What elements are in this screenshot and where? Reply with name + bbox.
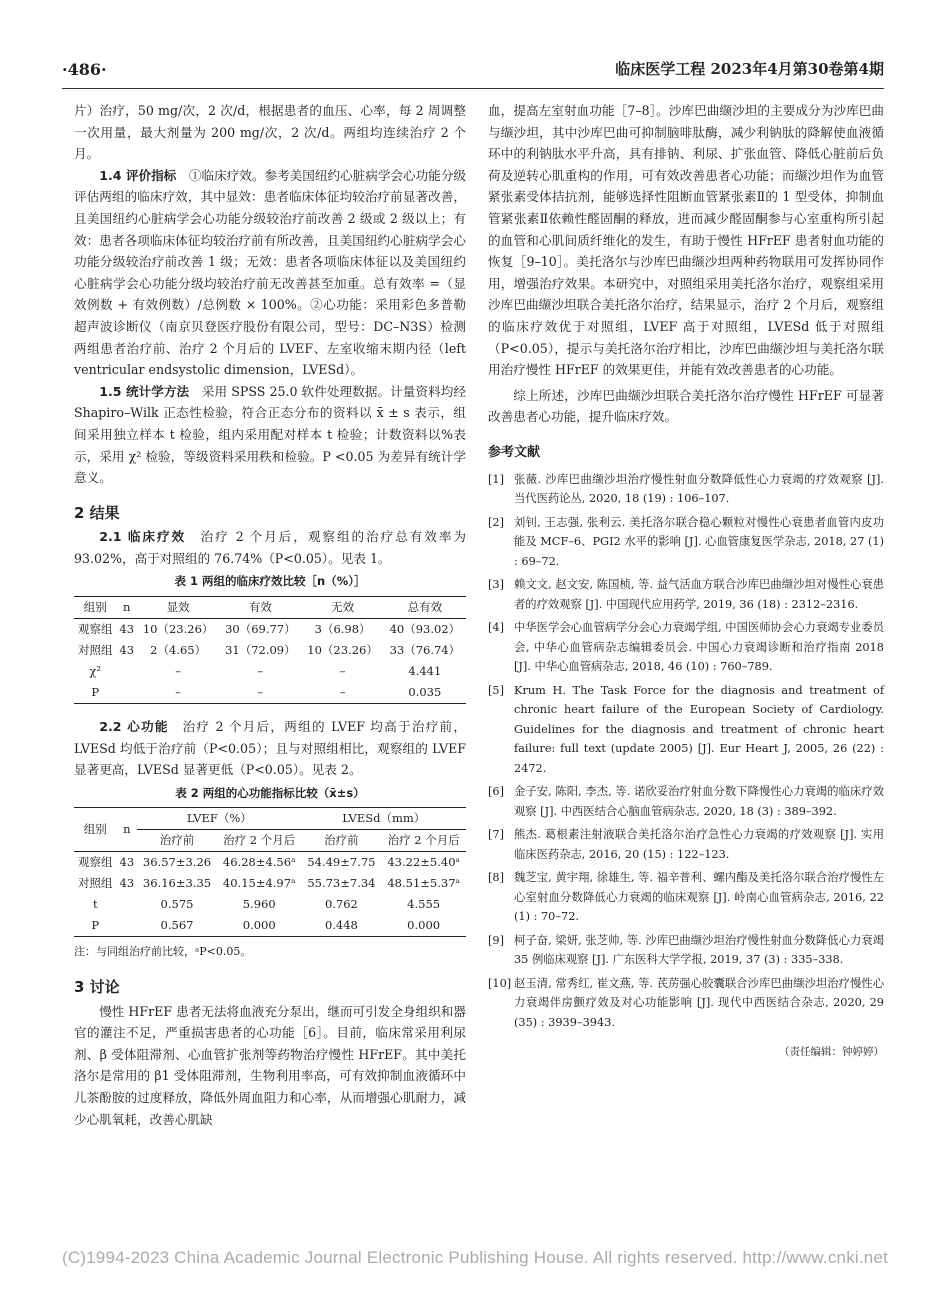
table-cell: 对照组 — [78, 876, 113, 891]
table-1-header — [74, 597, 466, 619]
table-cell: 4.441 — [408, 664, 442, 679]
table-cell: 36.57±3.26 — [142, 855, 212, 870]
table-row — [74, 661, 466, 682]
reference-text: 金子安, 陈阳, 李杰, 等. 诺欣妥治疗射血分数下降慢性心力衰竭的临床疗效观察 [J]. 中西医结合心脑血管病杂志, 2020, 18 (3) : 389–392. — [514, 785, 884, 818]
table-1-header-cell: 有效 — [219, 597, 301, 619]
table-cell: 2（4.65） — [150, 643, 207, 658]
reference-number: [7] — [488, 828, 505, 841]
table-cell: 5.960 — [242, 897, 276, 912]
discussion-paragraph: 慢性 HFrEF 患者无法将血液充分泵出，继而可引发全身组织和器官的灌注不足，严重损害患者的心功能［6］。目前，临床常采用利尿剂、β 受体阻滞剂、心血管扩张剂等药物治疗慢性 HFrEF。其中美托洛尔是常用的 β1 受体阻滞剂，生物利用率高，可有效抑制血液循环中儿茶酚胺的过度释放，降低外周血阻力和心率，从而增强心肌耐力，减少心肌氧耗，改善心肌缺 — [74, 1003, 466, 1127]
table-cell: 0.575 — [160, 897, 194, 912]
table-cell — [117, 915, 138, 937]
table-cell: – — [175, 664, 181, 679]
editor-credit: （责任编辑：钟婷婷） — [779, 1046, 884, 1058]
table-cell: 43 — [119, 643, 135, 658]
table-2-subheader-cell: 治疗 2 个月后 — [217, 830, 302, 852]
table-2-note: 注：与同组治疗前比较，ᵃP<0.05。 — [74, 945, 252, 959]
table-cell: 31（72.09） — [225, 643, 296, 658]
table-cell: 55.73±7.34 — [307, 876, 376, 891]
table-cell: 10（23.26） — [307, 643, 378, 658]
right-column — [488, 100, 884, 1064]
table-2-lvesd-header: LVESd（mm） — [302, 808, 466, 830]
table-2-subheader-cell: 治疗前 — [137, 830, 217, 852]
table-1-header-cell: n — [116, 597, 137, 619]
reference-text: 刘钊, 王志强, 张利云. 美托洛尔联合稳心颗粒对慢性心衰患者血管内皮功能及 MCF–6、PGI2 水平的影响 [J]. 心血管康复医学杂志, 2018, 27 (1) : 69–72. — [514, 515, 884, 568]
reference-text: 赵玉清, 常秀红, 崔文燕, 等. 芪苈强心胶囊联合沙库巴曲缬沙坦治疗慢性心力衰竭伴房颤疗效及对心功能影响 [J]. 现代中西医结合杂志, 2020, 29 (35) : 3939–3943. — [514, 976, 884, 1029]
table-cell: 43.22±5.40ᵃ — [387, 855, 460, 870]
table-cell: – — [257, 664, 264, 679]
table-cell: 观察组 — [77, 622, 113, 637]
table-cell: 33（76.74） — [389, 643, 461, 658]
reference-text: 魏芝宝, 黄宇翔, 徐雄生, 等. 福辛普利、螺内酯及美托洛尔联合治疗慢性左心室射血分数降低心力衰竭的临床观察 [J]. 岭南心血管病杂志, 2016, 22 (1) : 70–72. — [514, 871, 884, 923]
reference-item — [488, 974, 884, 1033]
table-row — [74, 915, 466, 937]
section-2-heading: 2 结果 — [74, 503, 120, 522]
table-cell: 48.51±5.37ᵃ — [387, 876, 460, 891]
table-cell: 43 — [119, 855, 135, 870]
copyright-footer: (C)1994-2023 China Academic Journal Electronic Publishing House. All rights reserved. http://www.cnki.net — [61, 1248, 889, 1267]
reference-item — [488, 618, 884, 677]
discussion-continued: 血，提高左室射血功能［7–8］。沙库巴曲缬沙坦的主要成分为沙库巴曲与缬沙坦，其中沙库巴曲可抑制脑啡肽酶，减少利钠肽的降解使血液循环中的利钠肽水平升高，具有排钠、利尿、扩张血管、降低心脏前后负荷及逆转心肌重构的作用，可有效改善患者心功能；而缬沙坦作为血管紧张素受体拮抗剂，能够选择性阻断血管紧张素Ⅱ的 1 型受体，抑制血管紧张素Ⅱ依赖性醛固酮的释放，进而减少醛固酮参与心室重构所引起的血管和心肌间质纤维化的发生，有助于慢性 HFrEF 患者射血功能的恢复［9–10］。美托洛尔与沙库巴曲缬沙坦两种药物联用可发挥协同作用，增强治疗效果。本研究中，对照组采用美托洛尔治疗，观察组采用沙库巴曲缬沙坦联合美托洛尔治疗，结果显示，治疗 2 个月后，观察组的临床疗效优于对照组，LVEF 高于对照组，LVESd 低于对照组（P<0.05），提示与美托洛尔治疗相比，沙库巴曲缬沙坦与美托洛尔联用治疗慢性 HFrEF 的效果更佳，并能有效改善患者的心功能。 — [488, 103, 884, 378]
heading-1-4: 1.4 评价指标 — [99, 167, 177, 183]
table-row — [74, 852, 466, 874]
reference-number: [8] — [488, 871, 505, 884]
reference-number: [1] — [488, 472, 505, 486]
table-2-subheader-cell: 治疗 2 个月后 — [381, 830, 466, 852]
table-cell: 36.16±3.35 — [142, 876, 212, 891]
table-row — [74, 640, 466, 661]
table-cell: 对照组 — [77, 643, 113, 658]
table-cell: 0.448 — [302, 915, 382, 937]
table-2-caption: 表 2 两组的心功能指标比较（x̄±s） — [175, 785, 365, 800]
reference-number: [6] — [488, 785, 505, 798]
table-cell: – — [137, 682, 219, 704]
section-2-1 — [74, 526, 466, 569]
text-2-2: 治疗 2 个月后，两组的 LVEF 均高于治疗前，LVESd 均低于治疗前（P<0.05）；且与对照组相比，观察组的 LVEF 显著更高，LVESd 显著更低（P<0.05）。见表 2。 — [74, 719, 466, 778]
table-cell: 43 — [119, 622, 135, 637]
table-cell: – — [219, 682, 301, 704]
reference-item — [488, 470, 884, 509]
table-1-header-cell: 总有效 — [384, 597, 466, 619]
table-2-header — [74, 808, 466, 830]
reference-number: [5] — [488, 683, 505, 697]
table-cell: 40.15±4.97ᵃ — [222, 876, 296, 891]
table-cell: 30（69.77） — [225, 622, 296, 637]
table-cell: – — [339, 664, 346, 679]
table-cell: 观察组 — [78, 855, 113, 870]
table-row — [74, 873, 466, 894]
table-cell — [116, 682, 137, 704]
table-cell: 10（23.26） — [142, 622, 214, 637]
section-2-2 — [74, 716, 466, 781]
table-cell: P — [74, 915, 117, 937]
text-1-5: 采用 SPSS 25.0 软件处理数据。计量资料均经 Shapiro–Wilk 正态性检验，符合正态分布的资料以 x̄ ± s 表示，组间采用独立样本 t 检验，组内采用配对样本 t 检验；计数资料以%表示，采用 χ² 检验，等级资料采用秩和检验。P <0.05 为差异有统计学意义。 — [74, 383, 466, 486]
page-number: ·486· — [62, 60, 107, 79]
reference-item — [488, 681, 884, 779]
table-cell: 0.762 — [324, 897, 358, 912]
heading-2-2: 2.2 心功能 — [99, 719, 169, 735]
table-cell — [117, 894, 138, 915]
table-cell: 54.49±7.75 — [307, 855, 376, 870]
reference-text: 柯子奋, 梁妍, 张芝帅, 等. 沙库巴曲缬沙坦治疗慢性射血分数降低心力衰竭 35 例临床观察 [J]. 广东医科大学学报, 2019, 37 (3) : 335–338. — [514, 933, 884, 966]
table-cell: 0.000 — [217, 915, 302, 937]
table-cell: – — [301, 682, 383, 704]
table-cell: 3（6.98） — [314, 622, 371, 637]
table-row — [74, 619, 466, 641]
reference-number: [3] — [488, 578, 505, 591]
reference-text: 熊杰. 葛根素注射液联合美托洛尔治疗急性心力衰竭的疗效观察 [J]. 实用临床医药杂志, 2016, 20 (15) : 122–123. — [514, 828, 884, 861]
table-2-lvef-header: LVEF（%） — [137, 808, 301, 830]
reference-text: 中华医学会心血管病学分会心力衰竭学组, 中国医师协会心力衰竭专业委员会, 中华心血管病杂志编辑委员会. 中国心力衰竭诊断和治疗指南 2018 [J]. 中华心血管病杂志, 2018, 46 (10) : 760–789. — [514, 621, 884, 673]
table-cell — [116, 661, 137, 682]
reference-number: [2] — [488, 515, 505, 529]
reference-number: [10] — [488, 976, 512, 990]
table-2-group-header: 组别 — [74, 808, 117, 852]
reference-list — [488, 470, 884, 1033]
reference-item — [488, 782, 884, 821]
table-cell: 0.000 — [381, 915, 466, 937]
reference-number: [4] — [488, 621, 505, 634]
table-1-header-cell: 显效 — [137, 597, 219, 619]
journal-header: 临床医学工程 2023年4月第30卷第4期 — [615, 60, 884, 78]
header-rule — [62, 88, 884, 89]
heading-1-5: 1.5 统计学方法 — [99, 383, 190, 399]
table-row — [74, 682, 466, 704]
reference-item — [488, 513, 884, 572]
reference-item — [488, 868, 884, 927]
section-1-4 — [74, 165, 466, 381]
section-3-heading: 3 讨论 — [74, 978, 120, 997]
heading-2-1: 2.1 临床疗效 — [99, 529, 187, 545]
table-row — [74, 894, 466, 915]
reference-text: 赖文文, 赵文安, 陈国桢, 等. 益气活血方联合沙库巴曲缬沙坦对慢性心衰患者的疗效观察 [J]. 中国现代应用药学, 2019, 36 (18) : 2312–2316. — [514, 578, 884, 611]
table-cell: t — [92, 897, 98, 912]
text-1-4: ①临床疗效。参考美国纽约心脏病学会心功能分级评估两组的临床疗效，其中显效：患者临床体征均较治疗前显著改善，且美国纽约心脏病学会心功能分级较治疗前改善 2 级或 2 级以上；有效：患者各项临床体征均较治疗前有所改善，且美国纽约心脏病学会心功能分级较治疗前改善 1 级；无效：患者各项临床体征以及美国纽约心脏病学会心功能分级均较治疗前无改善甚至加重。总有效率 =（显效例数 + 有效例数）/总例数 × 100%。②心功能：采用彩色多普勒超声波诊断仪（南京贝登医疗股份有限公司，型号：DC–N3S）检测两组患者治疗前、治疗 2 个月后的 LVEF、左室收缩末期内径（left ventricular endsystolic dimension，LVESd）。 — [74, 167, 467, 378]
table-1-header-cell: 无效 — [301, 597, 383, 619]
table-cell: 46.28±4.56ᵃ — [222, 855, 296, 870]
section-1-5 — [74, 381, 466, 489]
methods-paragraph: 片）治疗，50 mg/次，2 次/d，根据患者的血压、心率，每 2 周调整一次用量，最大剂量为 200 mg/次，2 次/d。两组均连续治疗 2 个月。 — [74, 103, 466, 162]
conclusion-paragraph: 综上所述，沙库巴曲缬沙坦联合美托洛尔治疗慢性 HFrEF 可显著改善患者心功能，提升临床疗效。 — [488, 387, 884, 425]
table-cell: P — [74, 682, 116, 704]
references-heading: 参考文献 — [488, 444, 541, 460]
table-1-header-cell: 组别 — [74, 597, 116, 619]
text-2-1: 治疗 2 个月后，观察组的治疗总有效率为 93.02%，高于对照组的 76.74%（P<0.05）。见表 1。 — [74, 529, 466, 566]
table-1-caption: 表 1 两组的临床疗效比较［n（%）］ — [174, 574, 366, 589]
table-cell: χ² — [89, 664, 102, 679]
table-cell: 43 — [119, 876, 135, 891]
table-2-n-header: n — [117, 808, 138, 852]
table-cell: 0.567 — [137, 915, 217, 937]
reference-item — [488, 825, 884, 864]
table-2 — [74, 807, 466, 937]
reference-item — [488, 575, 884, 614]
reference-number: [9] — [488, 933, 505, 947]
table-2-subheader-cell: 治疗前 — [302, 830, 382, 852]
table-1 — [74, 596, 466, 704]
table-cell: 4.555 — [407, 897, 441, 912]
reference-text: 张薇. 沙库巴曲缬沙坦治疗慢性射血分数降低性心力衰竭的疗效观察 [J]. 当代医药论丛, 2020, 18 (19) : 106–107. — [514, 472, 884, 505]
table-cell: 0.035 — [384, 682, 466, 704]
reference-item — [488, 931, 884, 970]
left-column — [74, 100, 466, 1130]
table-cell: 40（93.02） — [389, 622, 461, 637]
reference-text: Krum H. The Task Force for the diagnosis and treatment of chronic heart failure of the European Society of Cardiology. Guidelines for the diagnosis and treatment of chronic heart failure: full text (update 2005) [J]. Eur Heart J, 2005, 26 (22) : 2472. — [514, 683, 884, 775]
